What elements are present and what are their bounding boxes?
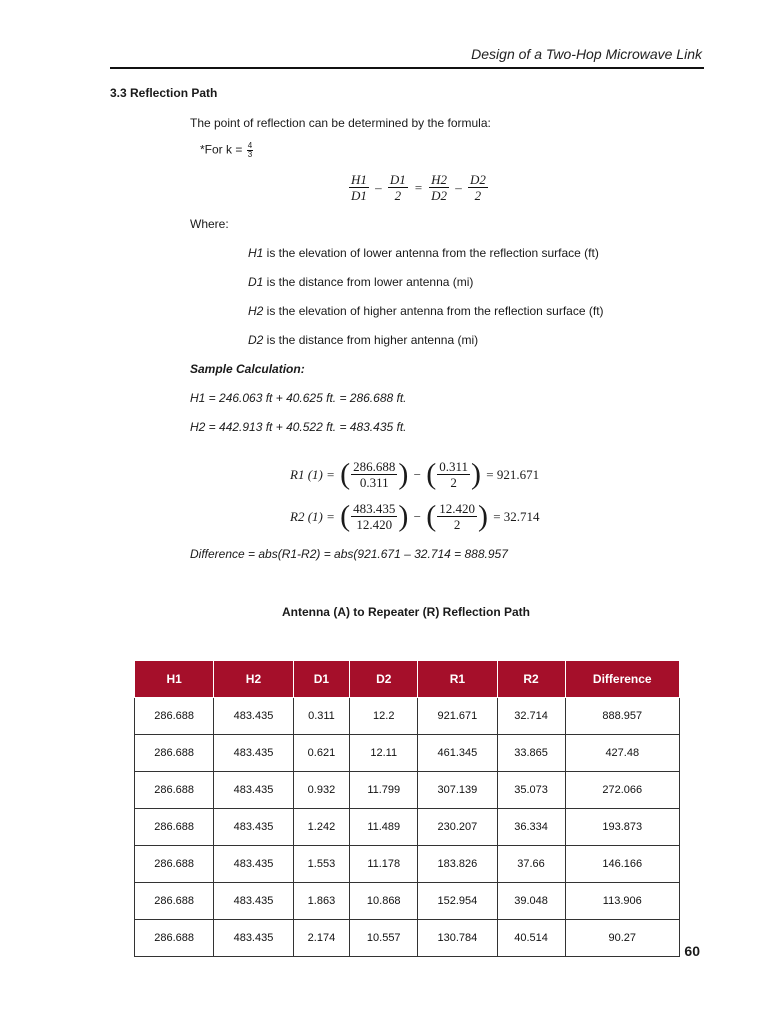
table-cell: 286.688 <box>135 809 214 846</box>
table-cell: 11.178 <box>350 846 418 883</box>
k-value-line <box>200 142 254 159</box>
r2-a-numerator: 483.435 <box>353 501 396 516</box>
r1-minus: − <box>413 466 421 482</box>
r1-a-numerator: 286.688 <box>353 459 396 474</box>
table-cell: 307.139 <box>418 772 497 809</box>
r2-minus: − <box>413 508 421 524</box>
table-cell: 152.954 <box>418 883 497 920</box>
r1-calculation <box>288 459 541 490</box>
right-paren: ) <box>398 457 409 491</box>
right-paren: ) <box>477 499 488 533</box>
formula-d1: D1 <box>351 188 367 203</box>
intro-text: The point of reflection can be determined by the formula: <box>190 116 491 130</box>
table-row <box>135 883 680 920</box>
header-difference: Difference <box>565 661 679 698</box>
table-cell: 483.435 <box>214 735 293 772</box>
running-header-title: Design of a Two-Hop Microwave Link <box>471 46 702 62</box>
definition-h1 <box>248 246 599 260</box>
formula-d1-over-2 <box>388 172 408 203</box>
table-cell: 286.688 <box>135 883 214 920</box>
table-cell: 483.435 <box>214 883 293 920</box>
r1-result: = 921.671 <box>486 466 540 482</box>
table-cell: 35.073 <box>497 772 565 809</box>
table-cell: 113.906 <box>565 883 679 920</box>
left-paren: ( <box>426 499 437 533</box>
definition-symbol: D2 <box>248 333 264 347</box>
h1-calculation: H1 = 246.063 ft + 40.625 ft. = 286.688 ft. <box>190 391 407 405</box>
definition-d1 <box>248 275 473 289</box>
r1-a-denominator: 0.311 <box>351 474 397 490</box>
definition-text: is the distance from lower antenna (mi) <box>263 275 474 289</box>
section-heading: 3.3 Reflection Path <box>110 86 218 100</box>
r2-term-b <box>437 501 477 532</box>
table-cell: 11.489 <box>350 809 418 846</box>
table-cell: 286.688 <box>135 772 214 809</box>
k-label: *For k = <box>200 142 243 157</box>
definition-symbol: H2 <box>248 304 264 318</box>
page-number: 60 <box>684 943 700 959</box>
table-cell: 32.714 <box>497 698 565 735</box>
formula-two-1: 2 <box>388 187 408 203</box>
table-cell: 483.435 <box>214 698 293 735</box>
table-row <box>135 846 680 883</box>
r2-calculation <box>288 501 542 532</box>
table-row <box>135 809 680 846</box>
reflection-path-table <box>134 660 680 957</box>
r2-b-denominator: 2 <box>437 516 477 532</box>
table-cell: 286.688 <box>135 846 214 883</box>
r2-term-a <box>351 501 397 532</box>
table-cell: 1.242 <box>293 809 350 846</box>
left-paren: ( <box>340 499 351 533</box>
table-cell: 0.621 <box>293 735 350 772</box>
table-cell: 146.166 <box>565 846 679 883</box>
formula-equals: = <box>414 179 423 195</box>
header-d1: D1 <box>293 661 350 698</box>
r2-b-numerator: 12.420 <box>439 501 475 516</box>
formula-d2-over-2 <box>468 172 488 203</box>
r2-label: R2 (1) = <box>290 508 335 524</box>
table-caption: Antenna (A) to Repeater (R) Reflection Path <box>281 605 530 619</box>
table-cell: 183.826 <box>418 846 497 883</box>
formula-d2-num: D2 <box>469 172 486 187</box>
r2-a-denominator: 12.420 <box>351 516 397 532</box>
table-cell: 483.435 <box>214 809 293 846</box>
table-cell: 130.784 <box>418 920 497 957</box>
right-paren: ) <box>471 457 481 491</box>
definition-text: is the elevation of lower antenna from the reflection surface (ft) <box>263 246 599 260</box>
k-numerator: 4 <box>247 141 253 150</box>
right-paren: ) <box>398 499 409 533</box>
r1-b-denominator: 2 <box>437 474 470 490</box>
r1-term-a <box>351 459 397 490</box>
table-cell: 33.865 <box>497 735 565 772</box>
formula-two-2: 2 <box>468 187 488 203</box>
table-cell: 427.48 <box>565 735 679 772</box>
header-rule <box>110 67 704 69</box>
table-cell: 286.688 <box>135 920 214 957</box>
header-d2: D2 <box>350 661 418 698</box>
header-h2: H2 <box>214 661 293 698</box>
table-cell: 37.66 <box>497 846 565 883</box>
r1-b-numerator: 0.311 <box>439 459 468 474</box>
formula-d1-num: D1 <box>389 172 406 187</box>
h2-calculation: H2 = 442.913 ft + 40.522 ft. = 483.435 ft. <box>190 420 407 434</box>
table-cell: 286.688 <box>135 698 214 735</box>
table-cell: 12.11 <box>350 735 418 772</box>
formula-d2: D2 <box>431 188 447 203</box>
table-row <box>135 920 680 957</box>
table-cell: 461.345 <box>418 735 497 772</box>
table-cell: 483.435 <box>214 920 293 957</box>
definition-d2 <box>248 333 478 347</box>
table-cell: 12.2 <box>350 698 418 735</box>
left-paren: ( <box>340 457 351 491</box>
r2-result: = 32.714 <box>493 508 540 524</box>
formula-h1-over-d1 <box>349 172 369 203</box>
table-cell: 921.671 <box>418 698 497 735</box>
r1-term-b <box>437 459 470 490</box>
formula-h2: H2 <box>431 172 447 187</box>
table-cell: 1.863 <box>293 883 350 920</box>
table-header-row <box>135 661 680 698</box>
reflection-formula <box>348 172 489 203</box>
definition-symbol: D1 <box>248 275 264 289</box>
definition-symbol: H1 <box>248 246 264 260</box>
table-row <box>135 698 680 735</box>
table-cell: 0.932 <box>293 772 350 809</box>
table-cell: 2.174 <box>293 920 350 957</box>
table-cell: 230.207 <box>418 809 497 846</box>
table-cell: 1.553 <box>293 846 350 883</box>
table-cell: 286.688 <box>135 735 214 772</box>
table-cell: 483.435 <box>214 772 293 809</box>
table-row <box>135 735 680 772</box>
formula-h1: H1 <box>351 172 367 187</box>
sample-calculation-heading: Sample Calculation: <box>190 362 305 376</box>
r1-label: R1 (1) = <box>290 466 335 482</box>
table-cell: 39.048 <box>497 883 565 920</box>
definition-text: is the distance from higher antenna (mi) <box>263 333 479 347</box>
table-cell: 0.311 <box>293 698 350 735</box>
table-row <box>135 772 680 809</box>
header-r2: R2 <box>497 661 565 698</box>
table-cell: 193.873 <box>565 809 679 846</box>
definition-h2 <box>248 304 604 318</box>
header-h1: H1 <box>135 661 214 698</box>
difference-line: Difference = abs(R1-R2) = abs(921.671 – 32.714 = 888.957 <box>190 547 508 561</box>
formula-minus-1: – <box>375 179 382 195</box>
k-fraction <box>247 142 253 159</box>
where-label: Where: <box>190 217 229 231</box>
table-body <box>135 698 680 957</box>
table-cell: 483.435 <box>214 846 293 883</box>
table-cell: 10.557 <box>350 920 418 957</box>
k-denominator: 3 <box>247 150 253 159</box>
formula-h2-over-d2 <box>429 172 449 203</box>
table-cell: 272.066 <box>565 772 679 809</box>
table-cell: 10.868 <box>350 883 418 920</box>
formula-minus-2: – <box>455 179 462 195</box>
table-cell: 11.799 <box>350 772 418 809</box>
definition-text: is the elevation of higher antenna from the reflection surface (ft) <box>263 304 604 318</box>
table-cell: 36.334 <box>497 809 565 846</box>
header-r1: R1 <box>418 661 497 698</box>
table-cell: 90.27 <box>565 920 679 957</box>
table-cell: 888.957 <box>565 698 679 735</box>
table-cell: 40.514 <box>497 920 565 957</box>
left-paren: ( <box>426 457 437 491</box>
